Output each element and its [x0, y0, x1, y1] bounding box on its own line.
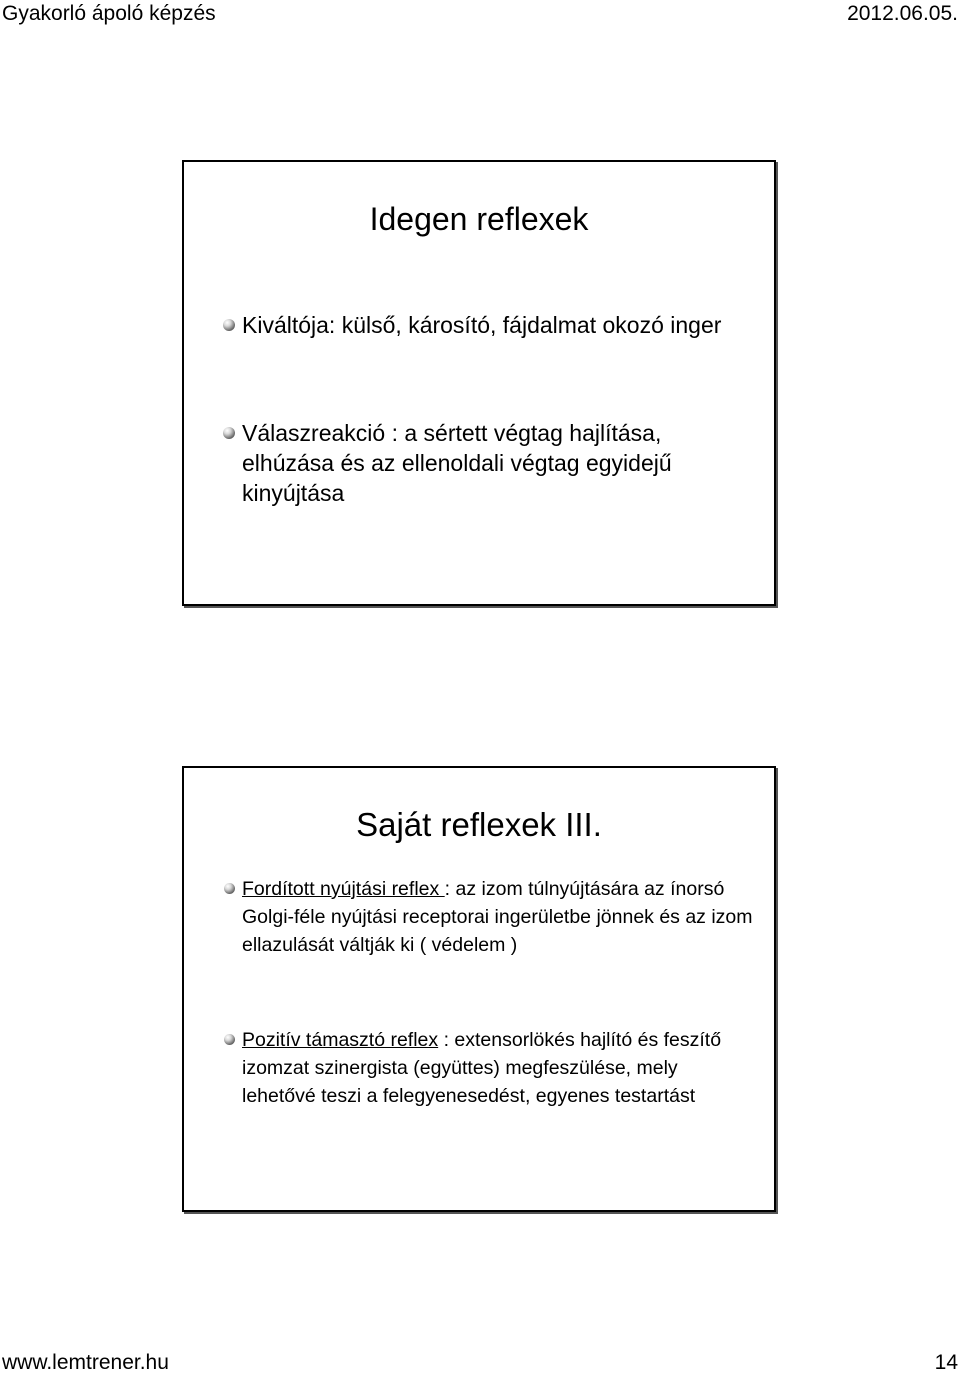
bullet-text — [242, 1026, 754, 1110]
footer-website: www.lemtrener.hu — [2, 1351, 169, 1374]
bullet-description: : az izom túlnyújtására az ínorsó Golgi-féle nyújtási receptorai ingerületbe jönnek és az izom ellazulását váltják ki ( védelem ) — [242, 878, 753, 956]
bullet-item — [242, 418, 754, 508]
bullet-text: Válaszreakció : a sértett végtag hajlítása, elhúzása és az ellenoldali végtag egyidejű kinyújtása — [242, 420, 672, 506]
bullet-sphere-icon — [223, 427, 235, 439]
header-date: 2012.06.05. — [847, 2, 958, 25]
bullet-term: Pozitív támasztó reflex — [242, 1029, 439, 1051]
bullet-sphere-icon — [223, 319, 235, 331]
bullet-description: : extensorlökés hajlító és feszítő izomzat szinergista (együttes) megfeszülése, mely lehetővé teszi a felegyenesedést, egyenes testartást — [242, 1029, 722, 1107]
bullet-term: Fordított nyújtási reflex — [242, 878, 445, 900]
bullet-item — [242, 875, 754, 959]
bullet-sphere-icon — [224, 883, 235, 894]
slide-sajat-reflexek — [182, 766, 776, 1212]
bullet-sphere-icon — [224, 1034, 235, 1045]
header-title: Gyakorló ápoló képzés — [2, 2, 216, 25]
slide-title: Idegen reflexek — [369, 201, 589, 237]
slide-title: Saját reflexek III. — [356, 806, 602, 843]
bullet-text: Kiváltója: külső, károsító, fájdalmat okozó inger — [242, 312, 722, 338]
page-number: 14 — [934, 1351, 958, 1374]
slide-idegen-reflexek — [182, 160, 776, 606]
bullet-text — [242, 875, 754, 959]
bullet-item — [242, 1026, 754, 1110]
bullet-item — [242, 310, 754, 340]
